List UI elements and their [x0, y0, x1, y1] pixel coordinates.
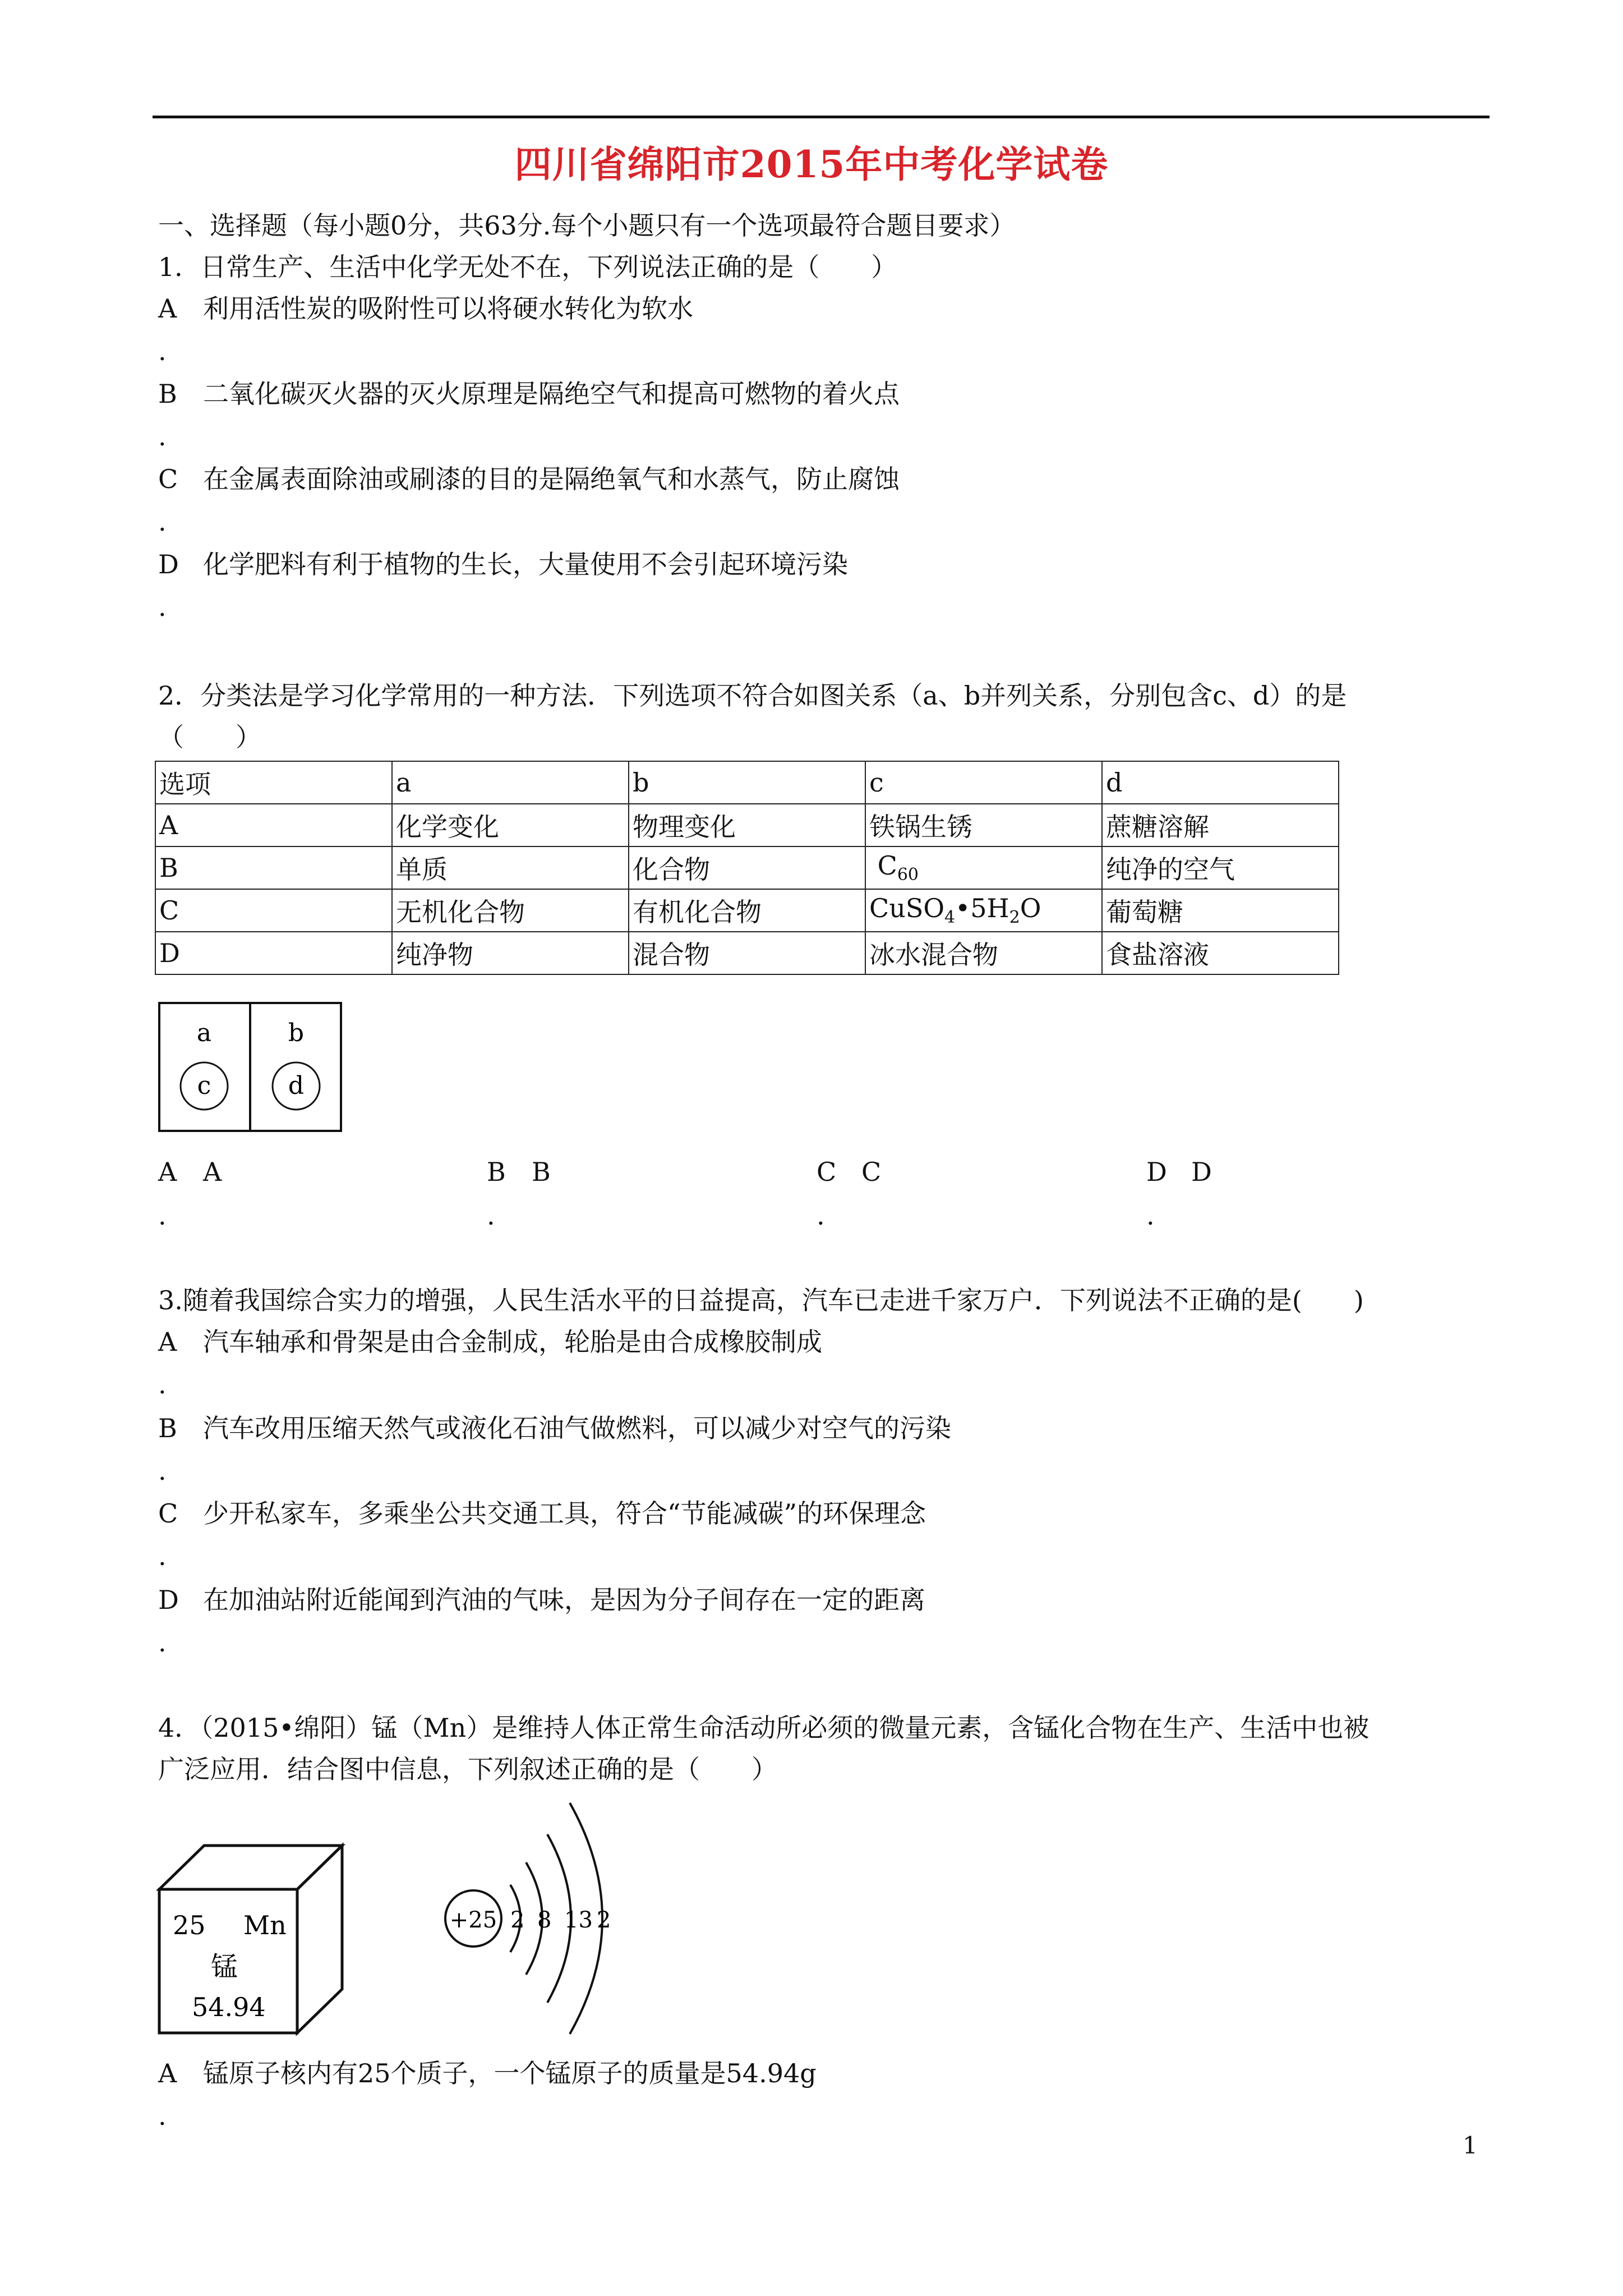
q1-option-c: C 在金属表面除油或刷漆的目的是隔绝氧气和水蒸气，防止腐蚀	[158, 464, 900, 494]
q4-stem: 4．（2015•绵阳）锰（Mn）是维持人体正常生命活动所必须的微量元素，含锰化合物在生产、生活中也被	[158, 1713, 1370, 1743]
q3-option-c: C 少开私家车，多乘坐公共交通工具，符合“节能减碳”的环保理念	[158, 1498, 926, 1529]
q3-stem: 3.随着我国综合实力的增强，人民生活水平的日益提高，汽车已走进千家万户．下列说法不正确的是( )	[158, 1285, 1364, 1315]
table-cell: b	[629, 761, 865, 804]
section-heading: 一、选择题（每小题0分，共63分.每个小题只有一个选项最符合题目要求）	[158, 210, 1016, 241]
q4-option-a: A 锰原子核内有25个质子，一个锰原子的质量是54.94g	[158, 2058, 817, 2088]
q1-dot-b: .	[158, 421, 167, 452]
q2-stem-paren: （ ）	[158, 722, 261, 752]
q2-stem: 2．分类法是学习化学常用的一种方法．下列选项不符合如图关系（a、b并列关系，分别包含c、d）的是	[158, 680, 1347, 711]
diagram-label-b: b	[288, 1019, 305, 1047]
table-cell: 无机化合物	[392, 889, 629, 932]
table-cell: 单质	[392, 846, 629, 889]
q1-option-b: B 二氧化碳灭火器的灭火原理是隔绝空气和提高可燃物的着火点	[158, 379, 900, 409]
q2-choice-d: D D	[1146, 1157, 1212, 1187]
diagram-label-a: a	[196, 1019, 212, 1047]
table-cell-cuso4: $CuSO_4•5H_2O$	[865, 889, 1102, 932]
q2-dot-c: .	[817, 1200, 825, 1231]
table-cell: 物理变化	[629, 804, 865, 846]
q2-table	[155, 761, 1339, 975]
table-row	[155, 889, 1339, 932]
page-number: 1	[1463, 2132, 1478, 2159]
table-cell: 混合物	[629, 932, 865, 974]
q1-dot-a: .	[158, 336, 167, 366]
table-header-row	[155, 761, 1339, 804]
q2-dot-d: .	[1146, 1200, 1155, 1231]
q1-dot-c: .	[158, 507, 167, 537]
element-symbol: Mn	[243, 1910, 287, 1940]
table-cell: a	[392, 761, 629, 804]
element-mass: 54.94	[192, 1992, 266, 2022]
table-cell: 选项	[155, 761, 392, 804]
shell-4-count: 2	[597, 1907, 611, 1933]
table-cell: 化学变化	[392, 804, 629, 846]
q1-option-a: A 利用活性炭的吸附性可以将硬水转化为软水	[158, 293, 693, 324]
q3-dot-c: .	[158, 1541, 167, 1571]
q2-choice-a: A A	[158, 1157, 222, 1187]
q1-stem: 1．日常生产、生活中化学无处不在，下列说法正确的是（ ）	[158, 252, 897, 282]
table-cell: 铁锅生锈	[865, 804, 1102, 846]
table-cell-c60: $C_{60}$	[865, 846, 1102, 889]
table-cell: D	[155, 932, 392, 974]
q3-dot-b: .	[158, 1456, 167, 1486]
element-atomic-number: 25	[173, 1910, 206, 1940]
q4-dot-a: .	[158, 2101, 167, 2131]
q3-option-d: D 在加油站附近能闻到汽油的气味，是因为分子间存在一定的距离	[158, 1585, 925, 1615]
q1-dot-d: .	[158, 592, 167, 622]
nucleus-charge: +25	[449, 1907, 497, 1933]
q2-set-diagram	[158, 1002, 343, 1133]
q3-option-a: A 汽车轴承和骨架是由合金制成，轮胎是由合成橡胶制成	[158, 1327, 822, 1357]
q3-dot-d: .	[158, 1627, 167, 1658]
table-cell: 化合物	[629, 846, 865, 889]
table-cell: 纯净物	[392, 932, 629, 974]
q1-option-d: D 化学肥料有利于植物的生长，大量使用不会引起环境污染	[158, 549, 848, 579]
table-cell: C	[155, 889, 392, 932]
page-title: 四川省绵阳市2015年中考化学试卷	[514, 142, 1109, 186]
diagram-label-c: c	[197, 1071, 211, 1100]
element-tile-diagram	[156, 1842, 347, 2039]
element-name: 锰	[211, 1951, 238, 1982]
q2-dot-b: .	[487, 1200, 495, 1231]
q2-choice-c: C C	[817, 1157, 882, 1187]
table-cell: 食盐溶液	[1102, 932, 1339, 974]
table-row	[155, 804, 1339, 846]
table-row	[155, 846, 1339, 889]
table-cell: 有机化合物	[629, 889, 865, 932]
diagram-label-d: d	[288, 1071, 305, 1100]
q2-dot-a: .	[158, 1200, 167, 1231]
shell-3-count: 13	[564, 1907, 593, 1933]
table-cell: 蔗糖溶解	[1102, 804, 1339, 846]
q4-stem-2: 广泛应用．结合图中信息，下列叙述正确的是（ ）	[158, 1754, 777, 1784]
table-cell: A	[155, 804, 392, 846]
table-cell: d	[1102, 761, 1339, 804]
table-cell: 冰水混合物	[865, 932, 1102, 974]
table-cell: 葡萄糖	[1102, 889, 1339, 932]
q2-choice-b: B B	[487, 1157, 551, 1187]
atom-structure-diagram	[432, 1795, 667, 2042]
q3-dot-a: .	[158, 1369, 167, 1400]
shell-2-count: 8	[537, 1907, 552, 1933]
table-cell: 纯净的空气	[1102, 846, 1339, 889]
table-cell: B	[155, 846, 392, 889]
table-cell: c	[865, 761, 1102, 804]
top-rule	[153, 116, 1490, 118]
shell-1-count: 2	[510, 1907, 525, 1933]
q3-option-b: B 汽车改用压缩天然气或液化石油气做燃料，可以减少对空气的污染	[158, 1413, 951, 1443]
table-row	[155, 932, 1339, 974]
